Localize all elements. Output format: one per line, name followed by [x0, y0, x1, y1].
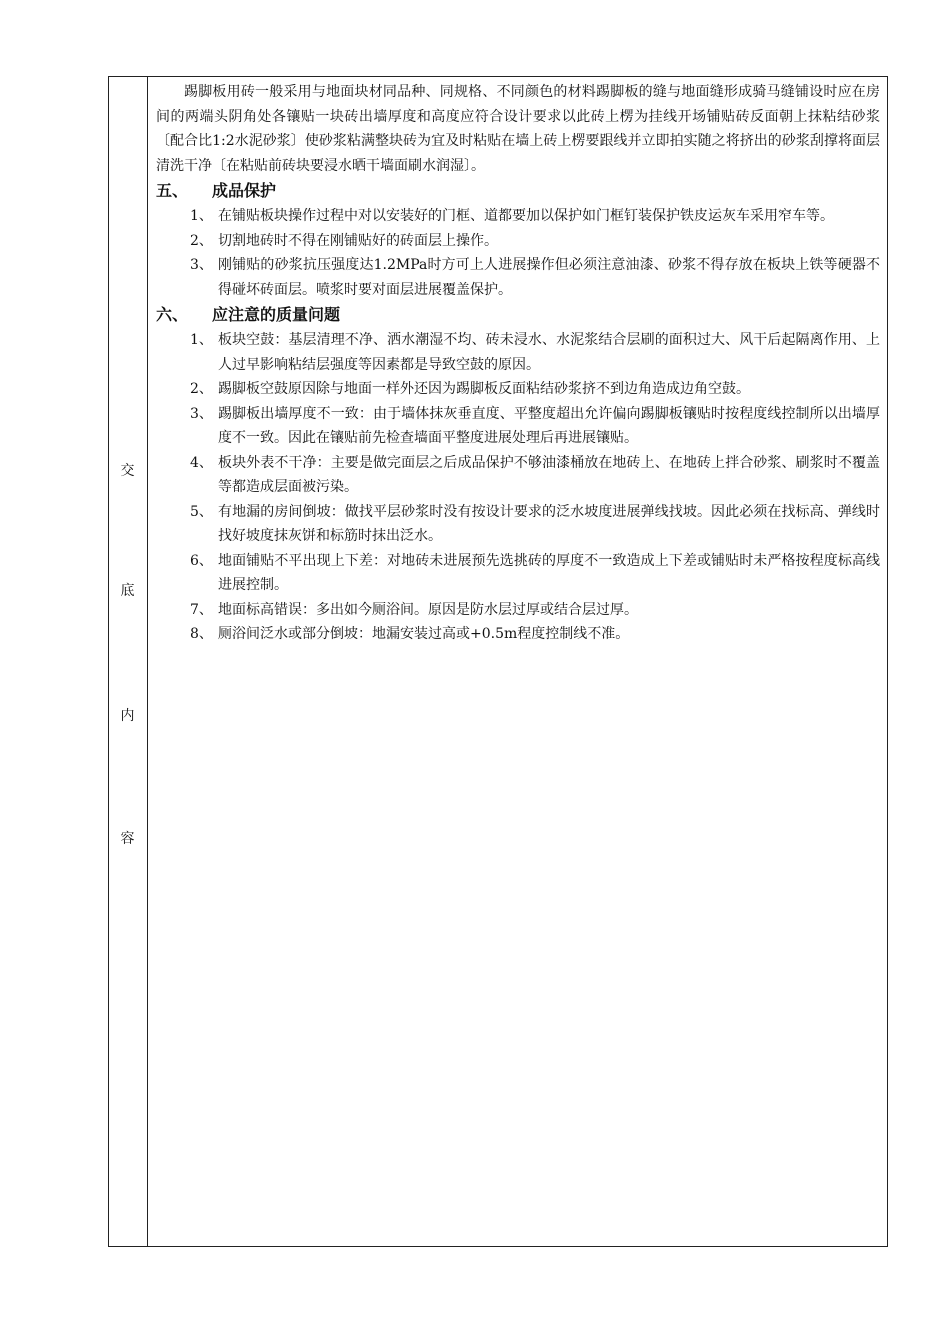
item-number: 8、: [190, 626, 213, 642]
list-item: [156, 328, 880, 377]
list-item: [156, 204, 880, 229]
list-item: [156, 229, 880, 254]
item-number: 4、: [190, 454, 213, 471]
intro-paragraph: 踢脚板用砖一般采用与地面块材同品种、同规格、不同颜色的材料踢脚板的缝与地面缝形成骑马缝铺设时应在房间的两端头阴角处各镶贴一块砖出墙厚度和高度应符合设计要求以此砖上楞为挂线开场铺贴砖反面朝上抹粘结砂浆〔配合比1:2水泥砂浆〕使砂浆粘满整块砖为宜及时粘贴在墙上砖上楞要跟线并立即拍实随之将挤出的砂浆刮撑将面层清洗干净〔在粘贴前砖块要浸水晒干墙面刷水润湿〕。: [156, 84, 880, 174]
section-heading: [156, 302, 880, 328]
section-heading: [156, 178, 880, 204]
list-item: [156, 598, 880, 623]
list-item: [156, 253, 880, 302]
item-number: 5、: [190, 503, 213, 520]
item-text: 踢脚板空鼓原因除与地面一样外还因为踢脚板反面粘结砂浆挤不到边角造成边角空鼓。: [218, 381, 750, 397]
list-item: [156, 622, 880, 647]
list-item: [156, 377, 880, 402]
item-text: 地面标高错误：多出如今厕浴间。原因是防水层过厚或结合层过厚。: [218, 601, 638, 618]
item-text: 板块空鼓：基层清理不净、洒水潮湿不均、砖未浸水、水泥浆结合层刷的面积过大、风干后起隔离作用、上人过早影响粘结层强度等因素都是导致空鼓的原因。: [218, 332, 880, 373]
content-cell: [156, 80, 880, 647]
item-text: 刚铺贴的砂浆抗压强度达1.2MPa时方可上人进展操作但必须注意油漆、砂浆不得存放在板块上铁等硬器不得碰坏砖面层。喷浆时要对面层进展覆盖保护。: [218, 257, 880, 298]
item-text: 踢脚板出墙厚度不一致：由于墙体抹灰垂直度、平整度超出允许偏向踢脚板镶贴时按程度线控制所以出墙厚度不一致。因此在镶贴前先检查墙面平整度进展处理后再进展镶贴。: [218, 405, 880, 446]
side-label-char-3: 内: [120, 708, 135, 724]
item-number: 1、: [190, 332, 213, 348]
list-item: [156, 451, 880, 500]
item-text: 有地漏的房间倒坡：做找平层砂浆时没有按设计要求的泛水坡度进展弹线找坡。因此必须在找标高、弹线时找好坡度抹灰饼和标筋时抹出泛水。: [218, 503, 880, 544]
item-text: 厕浴间泛水或部分倒坡：地漏安装过高或+0.5m程度控制线不准。: [218, 626, 630, 642]
section-title: 应注意的质量问题: [212, 305, 341, 324]
item-number: 3、: [190, 257, 213, 273]
item-text: 在铺贴板块操作过程中对以安装好的门框、道都要加以保护如门框钉装保护铁皮运灰车采用窄车等。: [218, 208, 834, 224]
item-number: 6、: [190, 552, 213, 569]
list-item: [156, 402, 880, 451]
section-number: 五、: [156, 181, 189, 200]
list-item: [156, 500, 880, 549]
item-number: 3、: [190, 405, 213, 422]
section-title: 成品保护: [212, 181, 277, 200]
item-text: 地面铺贴不平出现上下差：对地砖未进展预先选挑砖的厚度不一致造成上下差或铺贴时未严格按程度标高线进展控制。: [218, 552, 880, 593]
side-label-char-4: 容: [120, 831, 135, 847]
list-item: [156, 549, 880, 598]
item-number: 2、: [190, 232, 213, 249]
section-number: 六、: [156, 305, 189, 324]
item-text: 切割地砖时不得在刚铺贴好的砖面层上操作。: [218, 232, 498, 249]
item-number: 2、: [190, 381, 213, 397]
side-label-char-2: 底: [120, 583, 135, 599]
side-label-char-1: 交: [120, 463, 135, 479]
item-text: 板块外表不干净：主要是做完面层之后成品保护不够油漆桶放在地砖上、在地砖上拌合砂浆、刷浆时不覆盖等都造成层面被污染。: [218, 454, 880, 495]
item-number: 1、: [190, 208, 213, 224]
column-divider: [147, 76, 148, 1247]
item-number: 7、: [190, 601, 213, 618]
